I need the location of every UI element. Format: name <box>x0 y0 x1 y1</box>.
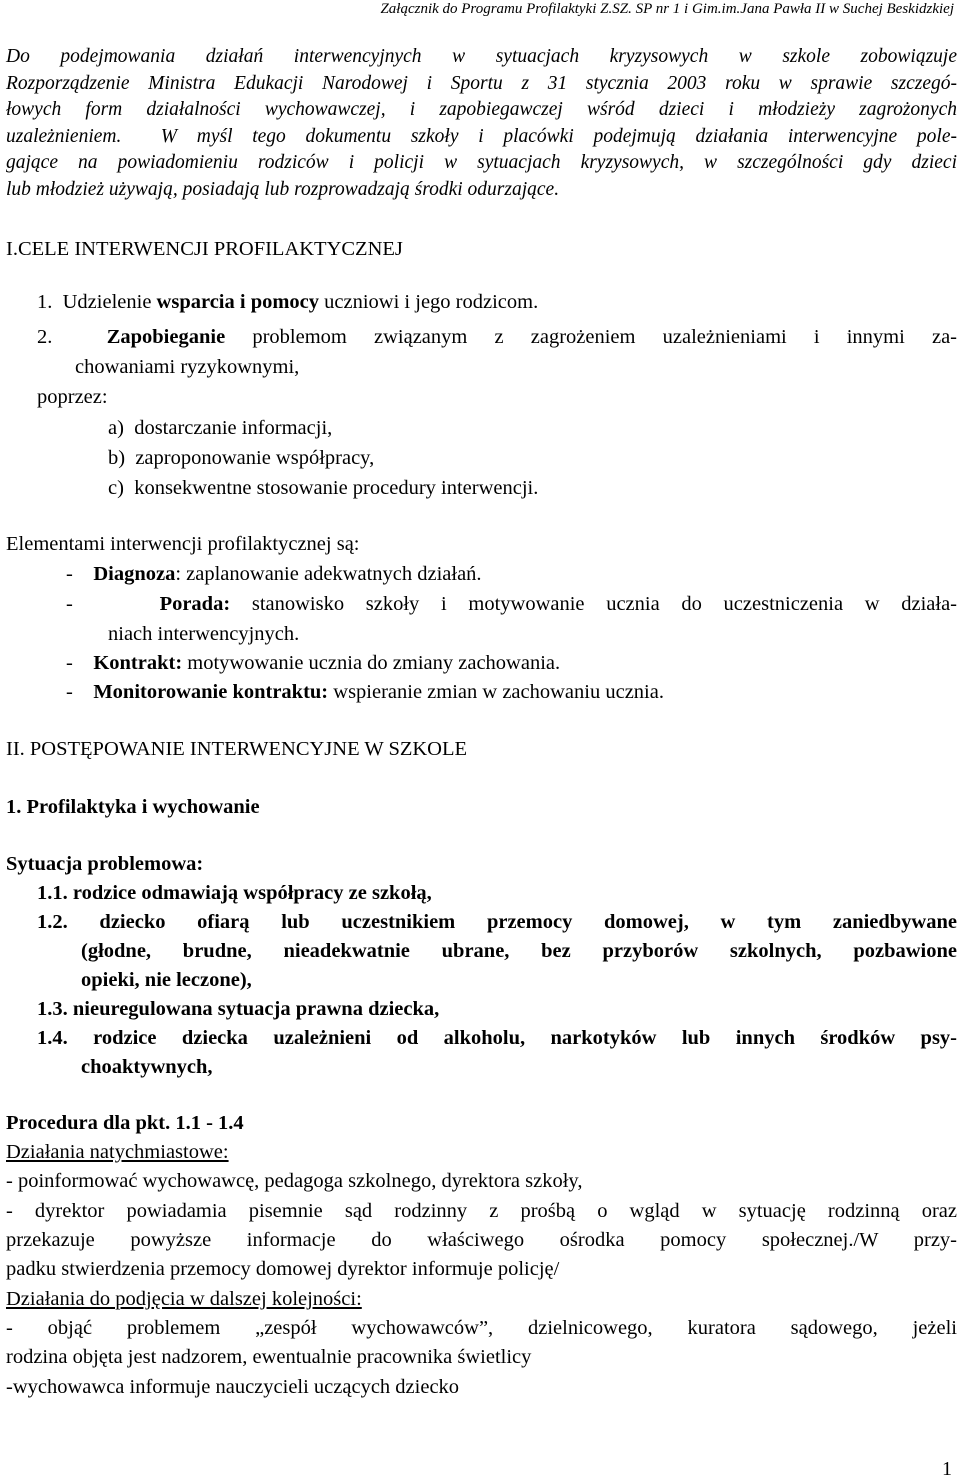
situation-item: 1.1. rodzice odmawiają współpracy ze szkołą, <box>37 882 432 904</box>
elements-title: Elementami interwencji profilaktycznej są: <box>6 533 360 555</box>
page-header: Załącznik do Programu Profilaktyki Z.SZ. SP nr 1 i Gim.im.Jana Pawła II w Suchej Beskidzkiej <box>380 1 954 17</box>
situation-item-cont: opieki, nie leczone), <box>81 969 252 991</box>
element-item: - Diagnoza: zaplanowanie adekwatnych działań. <box>66 563 482 585</box>
immediate-item: - poinformować wychowawcę, pedagoga szkolnego, dyrektora szkoły, <box>6 1170 583 1192</box>
intro-line: Do podejmowania działań interwencyjnych w sytuacjach kryzysowych w szkole zobowiązuje <box>6 46 957 67</box>
situation-item-cont: (głodne, brudne, nieadekwatnie ubrane, bez przyborów szkolnych, pozbawione <box>81 940 957 962</box>
goal-1: 1. Udzielenie wsparcia i pomocy uczniowi i jego rodzicom. <box>37 291 539 313</box>
element-item: - Monitorowanie kontraktu: wspieranie zmian w zachowaniu ucznia. <box>66 681 664 703</box>
means-item: c) konsekwentne stosowanie procedury interwencji. <box>108 477 539 499</box>
immediate-title: Działania natychmiastowe: <box>6 1141 229 1163</box>
immediate-item: - dyrektor powiadamia pisemnie sąd rodzinny z prośbą o wgląd w sytuację rodzinną oraz przekazuje powyższe informacje do właściwego ośrodka pomocy społecznej./W przy- padku stwierdzenia przemocy domowej dyrektor informuje policję/ <box>6 1200 957 1280</box>
situation-item: 1.2. dziecko ofiarą lub uczestnikiem przemocy domowej, w tym zaniedbywane <box>37 911 957 933</box>
element-item-cont: niach interwencyjnych. <box>108 623 300 645</box>
subsection-title: 1. Profilaktyka i wychowanie <box>6 796 260 818</box>
means-item: a) dostarczanie informacji, <box>108 417 333 439</box>
situation-item: 1.3. nieuregulowana sytuacja prawna dziecka, <box>37 998 440 1020</box>
later-item: - objąć problemem „zespół wychowawców”, dzielnicowego, kuratora sądowego, jeżeli rodzina objęta jest nadzorem, ewentualnie pracownika świetlicy <box>6 1317 957 1368</box>
section-1-title: I.CELE INTERWENCJI PROFILAKTYCZNEJ <box>6 238 403 260</box>
intro-line: uzależnieniem. W myśl tego dokumentu szkoły i placówki podejmują działania interwencyjne pole- <box>6 125 957 147</box>
goal-2-cont: chowaniami ryzykownymi, <box>75 356 300 378</box>
element-item: - Porada: stanowisko szkoły i motywowanie ucznia do uczestniczenia w działa- <box>66 593 957 615</box>
element-item: - Kontrakt: motywowanie ucznia do zmiany zachowania. <box>66 652 561 674</box>
poprzez-label: poprzez: <box>37 386 108 408</box>
page-number: 1 <box>942 1458 952 1480</box>
intro-line: Rozporządzenie Ministra Edukacji Narodowej i Sportu z 31 stycznia 2003 roku w sprawie szczegó- <box>6 72 957 94</box>
intro-line: lub młodzież używają, posiadają lub rozprowadzają środki odurzające. <box>6 178 560 200</box>
situation-item: 1.4. rodzice dziecka uzależnieni od alkoholu, narkotyków lub innych środków psy- <box>37 1027 957 1049</box>
procedure-title: Procedura dla pkt. 1.1 - 1.4 <box>6 1112 244 1134</box>
means-item: b) zaproponowanie współpracy, <box>108 447 375 469</box>
situation-title: Sytuacja problemowa: <box>6 853 204 875</box>
later-item: -wychowawca informuje nauczycieli uczących dziecko <box>6 1376 460 1398</box>
later-title: Działania do podjęcia w dalszej kolejności: <box>6 1288 362 1310</box>
section-2-title: II. POSTĘPOWANIE INTERWENCYJNE W SZKOLE <box>6 738 468 760</box>
intro-line: łowych form działalności wychowawczej, i zapobiegawczej wśród dzieci i młodzieży zagrożonych <box>6 99 957 120</box>
goal-2: 2. Zapobieganie problemom związanym z zagrożeniem uzależnieniami i innymi za- <box>37 326 958 348</box>
intro-line: gające na powiadomieniu rodziców i policji w sytuacjach kryzysowych, w szczególności gdy dzieci <box>6 152 957 173</box>
situation-item-cont: choaktywnych, <box>81 1056 213 1078</box>
intro-paragraph <box>6 44 957 203</box>
